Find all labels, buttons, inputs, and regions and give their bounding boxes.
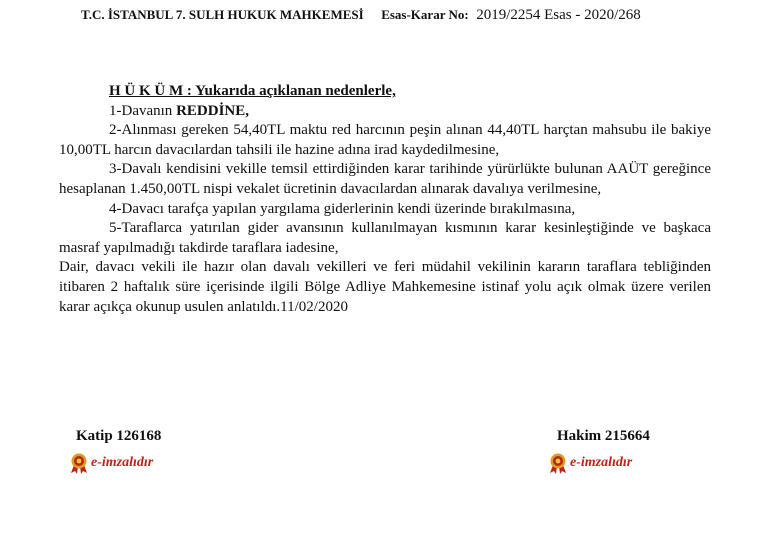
judgment-item-4: 4-Davacı tarafça yapılan yargılama giderlerinin kendi üzerinde bırakılmasına,: [109, 200, 576, 217]
document-header: [81, 7, 641, 24]
e-signed-label: e-imzalıdır: [91, 455, 154, 470]
e-signed-label: e-imzalıdır: [570, 455, 633, 470]
judgment-item-1: [109, 102, 711, 122]
katip-signature: Katip 126168: [76, 428, 162, 444]
hukum-title: H Ü K Ü M : Yukarıda açıklanan nedenlerle,: [109, 83, 396, 99]
hakim-signature: Hakim 215664: [557, 428, 650, 444]
seal-icon: [68, 452, 90, 474]
judgment-item-5: 5-Taraflarca yatırılan gider avansının kullanılmayan kısmının karar kesinleştiğinde ve başkaca masraf yapılmadığı takdirde taraflara iadesine,: [59, 220, 711, 256]
judgment-closing: Dair, davacı vekili ile hazır olan davalı vekilleri ve feri müdahil vekilinin kararın taraflara tebliğinden itibaren 2 haftalık süre içerisinde ilgili Bölge Adliye Mahkemesine istinaf yolu açık olmak üzere verilen karar açıkça okunup usulen anlatıldı.11/02/2020: [59, 259, 711, 315]
item1-prefix: 1-Davanın: [109, 102, 177, 119]
judgment-item-3: 3-Davalı kendisini vekille temsil ettirdiğinden karar tarihinde yürürlükte bulunan AAÜT gereğince hesaplanan 1.450,00TL nispi vekalet ücretinin davacılardan alınarak davalıya verilmesine,: [59, 161, 711, 197]
judgment-body: [59, 82, 711, 317]
seal-icon: [547, 452, 569, 474]
judgment-item-2: 2-Alınması gereken 54,40TL maktu red harcının peşin alınan 44,40TL harçtan mahsubu ile bakiye 10,00TL harcın davacılardan tahsili ile hazine adına irad kaydedilmesine,: [59, 122, 711, 158]
hakim-e-signature: [547, 452, 632, 474]
esas-karar-label: Esas-Karar No:: [381, 7, 469, 22]
esas-karar-value: 2019/2254 Esas - 2020/268: [476, 7, 641, 23]
item1-bold: REDDİNE,: [176, 102, 249, 119]
court-name: T.C. İSTANBUL 7. SULH HUKUK MAHKEMESİ: [81, 7, 364, 22]
katip-e-signature: [68, 452, 153, 474]
